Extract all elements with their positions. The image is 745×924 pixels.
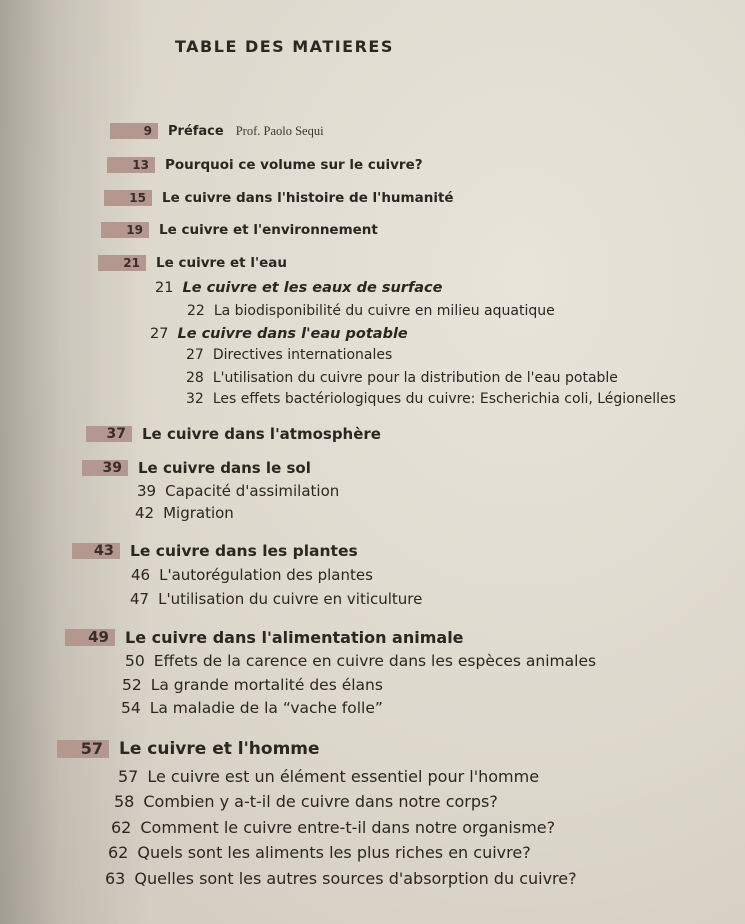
section-title: Les effets bactériologiques du cuivre: Escherichia coli, Légionelles xyxy=(212,391,676,407)
section-page-number: 39 xyxy=(137,482,157,500)
page-number-badge: 13 xyxy=(107,157,155,173)
page-number-badge: 57 xyxy=(57,740,109,758)
chapter-author: Prof. Paolo Sequi xyxy=(235,123,324,138)
page-number-badge: 43 xyxy=(72,543,120,559)
subsection-entry[interactable] xyxy=(186,370,618,386)
section-page-number: 52 xyxy=(122,676,142,694)
subsection-entry[interactable] xyxy=(135,504,234,522)
section-page-number: 50 xyxy=(125,652,145,670)
chapter-title: Le cuivre dans le sol xyxy=(138,459,311,477)
chapter-entry[interactable] xyxy=(57,739,320,759)
section-page-number: 63 xyxy=(105,869,126,888)
subsection-entry[interactable] xyxy=(111,818,555,837)
chapter-title: Le cuivre et l'eau xyxy=(156,255,287,271)
page-number-badge: 21 xyxy=(98,255,146,271)
subsection-entry[interactable] xyxy=(125,652,596,670)
subsection-entry[interactable] xyxy=(186,391,676,407)
page-number-badge: 15 xyxy=(104,190,152,206)
chapter-title: Le cuivre et l'environnement xyxy=(159,222,378,238)
subsection-entry[interactable] xyxy=(186,347,392,363)
section-page-number: 57 xyxy=(118,767,139,786)
chapter-entry-preface[interactable] xyxy=(110,123,324,139)
section-page-number: 32 xyxy=(186,391,204,407)
chapter-title: Le cuivre dans les plantes xyxy=(130,542,358,560)
section-page-number: 28 xyxy=(186,370,204,386)
section-title: Comment le cuivre entre-t-il dans notre organisme? xyxy=(140,818,556,837)
subsection-entry[interactable] xyxy=(118,767,539,786)
chapter-entry[interactable] xyxy=(98,255,287,271)
section-page-number: 46 xyxy=(131,566,151,584)
subsection-entry[interactable] xyxy=(121,699,383,717)
section-page-number: 62 xyxy=(111,818,132,837)
chapter-title: Le cuivre et l'homme xyxy=(119,739,320,759)
subsection-entry[interactable] xyxy=(108,843,531,862)
section-page-number: 47 xyxy=(130,590,150,608)
chapter-entry[interactable] xyxy=(72,542,358,560)
chapter-title: Préface xyxy=(168,123,224,139)
chapter-entry[interactable] xyxy=(101,222,378,238)
section-entry[interactable] xyxy=(155,280,442,296)
section-title: La biodisponibilité du cuivre en milieu aquatique xyxy=(213,303,555,319)
section-page-number: 42 xyxy=(135,504,155,522)
subsection-entry[interactable] xyxy=(130,590,422,608)
section-title: Capacité d'assimilation xyxy=(165,482,340,500)
subsection-entry[interactable] xyxy=(131,566,373,584)
section-title: Migration xyxy=(163,504,234,522)
section-title: Quelles sont les autres sources d'absorption du cuivre? xyxy=(134,869,577,888)
subsection-entry[interactable] xyxy=(105,869,577,888)
page-number-badge: 9 xyxy=(110,123,158,139)
page-number-badge: 19 xyxy=(101,222,149,238)
chapter-title: Le cuivre dans l'atmosphère xyxy=(142,425,381,443)
section-page-number: 62 xyxy=(108,843,129,862)
section-page-number: 27 xyxy=(150,326,169,342)
page-number-badge: 39 xyxy=(82,460,128,476)
section-title: La grande mortalité des élans xyxy=(150,676,383,694)
chapter-entry[interactable] xyxy=(65,628,464,647)
section-title: Combien y a-t-il de cuivre dans notre corps? xyxy=(143,792,498,811)
page-title: TABLE DES MATIERES xyxy=(175,37,394,56)
chapter-title: Le cuivre dans l'histoire de l'humanité xyxy=(162,190,454,206)
section-title: Effets de la carence en cuivre dans les espèces animales xyxy=(153,652,597,670)
section-entry[interactable] xyxy=(150,326,408,342)
section-title: Quels sont les aliments les plus riches en cuivre? xyxy=(137,843,531,862)
page-number-badge: 37 xyxy=(86,426,132,442)
chapter-title: Le cuivre dans l'alimentation animale xyxy=(125,628,464,647)
section-title: Directives internationales xyxy=(212,347,393,363)
section-page-number: 21 xyxy=(155,280,174,296)
subsection-entry[interactable] xyxy=(114,792,498,811)
chapter-entry[interactable] xyxy=(107,157,423,173)
section-page-number: 58 xyxy=(114,792,135,811)
chapter-title: Pourquoi ce volume sur le cuivre? xyxy=(165,157,423,173)
section-page-number: 27 xyxy=(186,347,204,363)
chapter-entry[interactable] xyxy=(82,459,311,477)
section-page-number: 22 xyxy=(187,303,205,319)
section-title: L'autorégulation des plantes xyxy=(159,566,373,584)
chapter-entry[interactable] xyxy=(86,425,381,443)
section-title: L'utilisation du cuivre pour la distribution de l'eau potable xyxy=(212,370,618,386)
page-number-badge: 49 xyxy=(65,629,115,646)
section-title: Le cuivre et les eaux de surface xyxy=(182,280,443,296)
chapter-entry[interactable] xyxy=(104,190,454,206)
section-title: Le cuivre dans l'eau potable xyxy=(177,326,408,342)
section-title: L'utilisation du cuivre en viticulture xyxy=(158,590,423,608)
section-page-number: 54 xyxy=(121,699,141,717)
section-title: Le cuivre est un élément essentiel pour l'homme xyxy=(147,767,540,786)
subsection-entry[interactable] xyxy=(122,676,383,694)
subsection-entry[interactable] xyxy=(137,482,339,500)
subsection-entry[interactable] xyxy=(187,303,555,319)
section-title: La maladie de la “vache folle” xyxy=(149,699,383,717)
